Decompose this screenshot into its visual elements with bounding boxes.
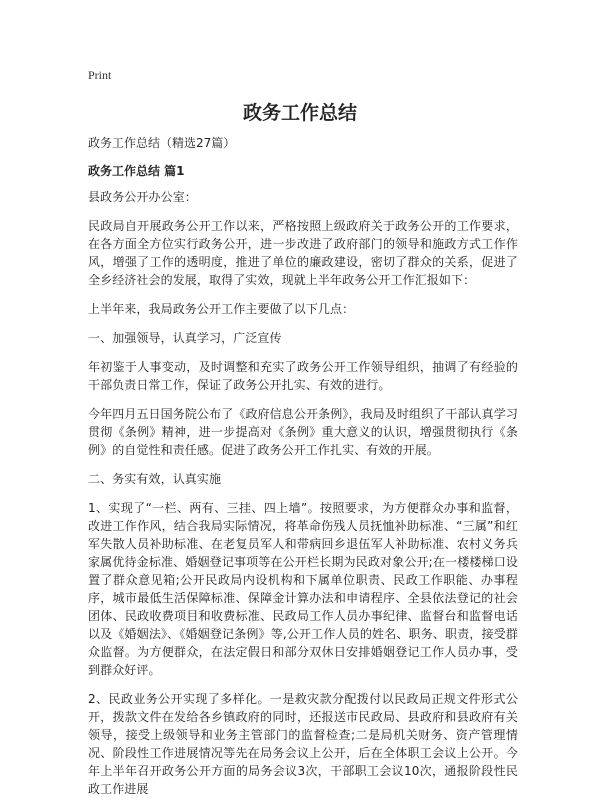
document-subtitle: 政务工作总结（精选27篇） bbox=[88, 136, 236, 150]
paragraph: 2、民政业务公开实现了多样化。一是救灾款分配拨付以民政局正规文件形式公开，拨款文件在发给各乡镇政府的同时，还报送市民政局、县政府和县政府有关领导，接受上级领导和业务主管部门的监督检查;二是局机关财务、资产管理情况、阶段性工作进展情况等先在局务会议上公开，后在全体职工会议上公开。今年上半年召开政务公开方面的局务会议3次，干部职工会议10次，通报阶段性民政工作进展 bbox=[88, 692, 518, 796]
print-label: Print bbox=[88, 68, 112, 82]
paragraph: 今年四月五日国务院公布了《政府信息公开条例》，我局及时组织了干部认真学习贯彻《条例》精神，进一步提高对《条例》重大意义的认识，增强贯彻执行《条例》的自觉性和责任感。促进了政务公开工作扎实、有效的开展。 bbox=[88, 407, 518, 457]
paragraph: 一、加强领导，认真学习，广泛宣传 bbox=[88, 331, 282, 345]
paragraph: 上半年来，我局政务公开工作主要做了以下几点： bbox=[88, 302, 355, 316]
document-title: 政务工作总结 bbox=[242, 102, 357, 124]
paragraph: 年初鉴于人事变动，及时调整和充实了政务公开工作领导组织，抽调了有经验的干部负责日常工作，保证了政务公开扎实、有效的进行。 bbox=[88, 360, 518, 392]
paragraph: 1、实现了“一栏、两有、三挂、四上墙”。按照要求，为方便群众办事和监督，改进工作作风，结合我局实际情况，将革命伤残人员抚恤补助标准、“三属”和红军失散人员补助标准、在老复员军人和带病回乡退伍军人补助标准、农村义务兵家属优待金标准、婚姻登记事项等在公开栏长期为民政对象公开;在一楼楼梯口设置了群众意见箱;公开民政局内设机构和下属单位职责、民政工作职能、办事程序，城市最低生活保障标准、保障金计算办法和申请程序、全县依法登记的社会团体、民政收费项目和收费标准、民政局工作人员办事纪律、监督台和监督电话以及《婚姻法》、《婚姻登记条例》等,公开工作人员的姓名、职务、职责，接受群众监督。为方便群众，在法定假日和部分双休日安排婚姻登记工作人员办事，受到群众好评。 bbox=[88, 501, 518, 677]
paragraph: 二、务实有效，认真实施 bbox=[88, 472, 222, 486]
section-heading: 政务工作总结 篇1 bbox=[88, 164, 185, 178]
document-body bbox=[88, 188, 518, 809]
paragraph: 县政务公开办公室： bbox=[88, 190, 197, 204]
paragraph: 民政局自开展政务公开工作以来，严格按照上级政府关于政务公开的工作要求，在各方面全方位实行政务公开，进一步改进了政府部门的领导和施政方式工作作风，增强了工作的透明度，推进了单位的廉政建设，密切了群众的关系，促进了全乡经济社会的发展，取得了实效，现就上半年政务公开工作汇报如下： bbox=[88, 219, 518, 287]
